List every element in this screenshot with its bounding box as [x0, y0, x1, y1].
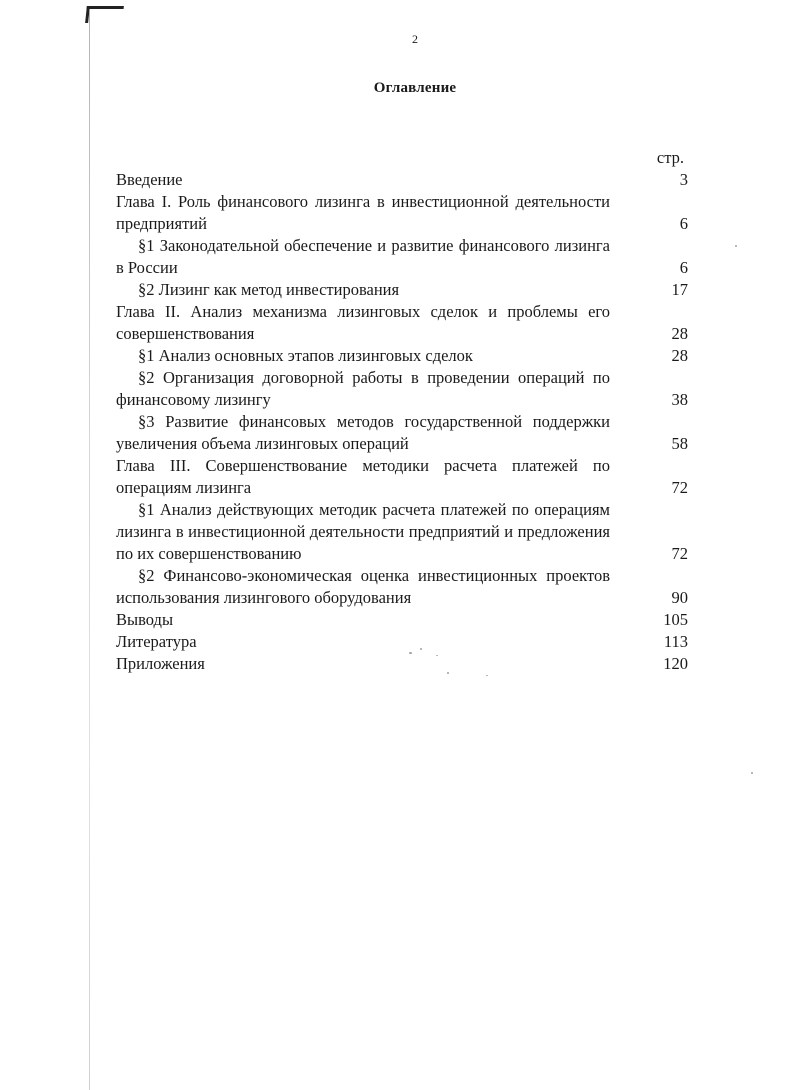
toc-entry-text: §2 Финансово-экономическая оценка инвестиционных проектов использования лизингового оборудования — [116, 566, 610, 607]
toc-entry-page: 6 — [679, 214, 688, 233]
toc-entry-page: 72 — [671, 544, 688, 563]
toc-entry-text: Приложения — [116, 654, 205, 673]
toc-entry-text: §1 Анализ действующих методик расчета платежей по операциям лизинга в инвестиционной деятельности предприятий и предложения по их совершенствованию — [116, 500, 610, 563]
toc-entry-chapter-2-section-3[interactable] — [116, 411, 688, 455]
scan-speck — [751, 772, 753, 774]
toc-entry-page: 17 — [671, 280, 688, 299]
toc-entry-chapter-1-section-1[interactable] — [116, 235, 688, 279]
toc-entry-chapter-3[interactable] — [116, 455, 688, 499]
toc-entry-page: 120 — [663, 654, 688, 673]
toc-entry-appendices[interactable] — [116, 653, 688, 675]
toc-entry-page: 6 — [679, 258, 688, 277]
toc-entry-text: Литература — [116, 632, 197, 651]
toc-entry-text: §1 Законодательной обеспечение и развитие финансового лизинга в России — [116, 236, 610, 277]
toc-entry-literature[interactable] — [116, 631, 688, 653]
toc-entry-page: 90 — [671, 588, 688, 607]
toc-entry-text: Глава III. Совершенствование методики расчета платежей по операциям лизинга — [116, 456, 610, 497]
toc-entry-page: 113 — [663, 632, 688, 651]
toc-entry-chapter-3-section-1[interactable] — [116, 499, 688, 565]
toc-entry-page: 28 — [671, 346, 688, 365]
scan-speck — [735, 245, 737, 247]
toc-entry-page: 72 — [671, 478, 688, 497]
toc-entry-chapter-1[interactable] — [116, 191, 688, 235]
page-title: Оглавление — [373, 80, 457, 96]
page-column-label: стр. — [656, 148, 684, 167]
toc-entry-chapter-3-section-2[interactable] — [116, 565, 688, 609]
scan-page-edge — [89, 10, 90, 1090]
toc-entry-chapter-2[interactable] — [116, 301, 688, 345]
toc-entry-text: §2 Лизинг как метод инвестирования — [138, 280, 400, 299]
toc-entry-text: §3 Развитие финансовых методов государственной поддержки увеличения объема лизинговых операций — [116, 412, 610, 453]
scan-speck — [486, 675, 488, 676]
page-number: 2 — [412, 32, 418, 46]
toc-entry-page: 3 — [679, 170, 688, 189]
toc-entry-conclusions[interactable] — [116, 609, 688, 631]
toc-entry-chapter-2-section-2[interactable] — [116, 367, 688, 411]
toc-entry-chapter-1-section-2[interactable] — [116, 279, 688, 301]
toc-entry-page: 28 — [671, 324, 688, 343]
toc-entry-text: Введение — [116, 170, 183, 189]
toc-entry-text: §2 Организация договорной работы в проведении операций по финансовому лизингу — [116, 368, 610, 409]
toc-entry-text: Выводы — [116, 610, 174, 629]
scan-corner-mark — [85, 6, 124, 23]
toc-entry-page: 58 — [671, 434, 688, 453]
toc-entry-chapter-2-section-1[interactable] — [116, 345, 688, 367]
toc-entry-text: Глава I. Роль финансового лизинга в инвестиционной деятельности предприятий — [116, 192, 610, 233]
toc-entry-page: 38 — [671, 390, 688, 409]
toc-entry-page: 105 — [663, 610, 688, 629]
toc-entry-introduction[interactable] — [116, 169, 688, 191]
toc-entry-text: Глава II. Анализ механизма лизинговых сделок и проблемы его совершенствования — [116, 302, 610, 343]
toc-entry-text: §1 Анализ основных этапов лизинговых сделок — [138, 346, 473, 365]
table-of-contents — [116, 147, 688, 675]
